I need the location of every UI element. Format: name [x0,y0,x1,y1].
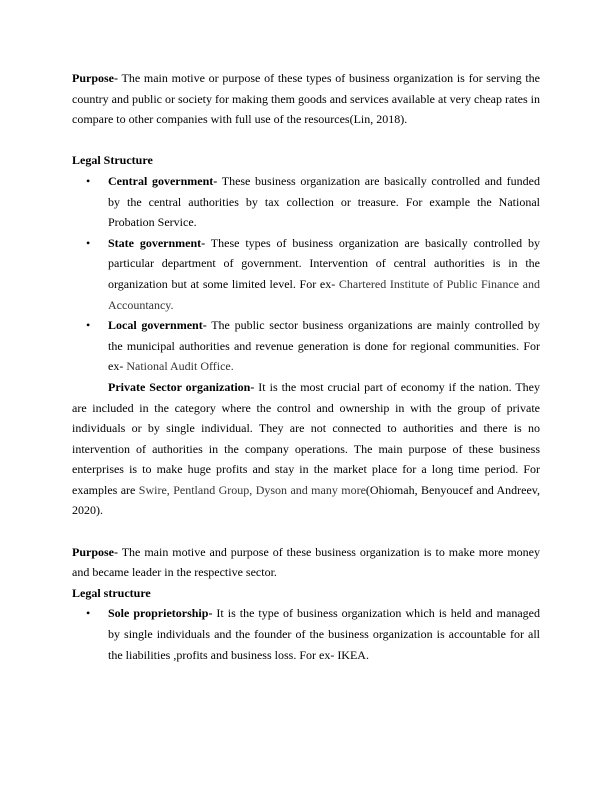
bullet-icon: • [86,606,91,621]
item-label: Central government- [108,173,218,188]
bullet-icon: • [86,235,91,250]
purpose-text: The main motive or purpose of these types of business organization is for serving the country and public or society for making them goods and services available at very cheap rates in compare to other companies with full use of the resources(Lin, 2018). [72,71,540,127]
private-legal-list [72,603,540,665]
purpose-text: The main motive and purpose of these business organization is to make more money and became leader in the respective sector. [72,544,540,580]
purpose-label: Purpose- [72,71,118,85]
private-sector-examples: Swire, Pentland Group, Dyson and many more [138,482,366,497]
document-page [72,68,540,665]
list-item-state-government [72,233,540,315]
public-purpose-paragraph [72,68,540,130]
spacer [72,521,540,542]
item-text: These types of business organization are basically controlled by particular department of government. Intervention of central authorities is in the organization but at some limited level. For ex- [108,235,541,291]
spacer [72,130,540,151]
item-example: National Audit Office. [126,359,234,374]
legal-structure-heading: Legal Structure [72,153,153,168]
private-sector-citation: (Ohiomah, Benyoucef and Andreev, 2020). [72,482,540,518]
private-purpose-paragraph [72,542,540,583]
item-label: Sole proprietorship- [108,606,213,621]
list-item-central-government [72,171,540,233]
bullet-icon: • [86,173,91,188]
item-example: Chartered Institute of Public Finance and Accountancy. [108,276,540,312]
purpose-label: Purpose- [72,544,118,559]
private-sector-text: It is the most crucial part of economy if the nation. They are included in the category where the control and ownership in with the group of private individuals or by single individual. They are not connected to authorities and there is no intervention of authorities in the company operations. The main purpose of these business enterprises is to make huge profits and stay in the market place for a long time period. For examples are [72,379,540,497]
item-label: Local government- [108,318,207,333]
item-text: It is the type of business organization which is held and managed by single individuals and the founder of the business organization is accountable for all the liabilities ,profits and business loss. For ex- IKEA. [108,606,540,662]
private-sector-label: Private Sector organization- [108,379,255,394]
bullet-icon: • [86,318,91,333]
private-sector-paragraph [72,377,540,521]
list-item-local-government [72,315,540,377]
legal-structure-heading: Legal structure [72,585,151,600]
item-text: The public sector business organizations are mainly controlled by the municipal authorities and revenue generation is done for regional communities. For ex- [108,318,540,374]
item-text: These business organization are basically controlled and funded by the central authorities by tax collection or treasure. For example the National Probation Service. [108,173,540,230]
public-legal-list [72,171,540,377]
list-item-sole-proprietorship [72,603,540,665]
item-label: State government- [108,235,206,250]
